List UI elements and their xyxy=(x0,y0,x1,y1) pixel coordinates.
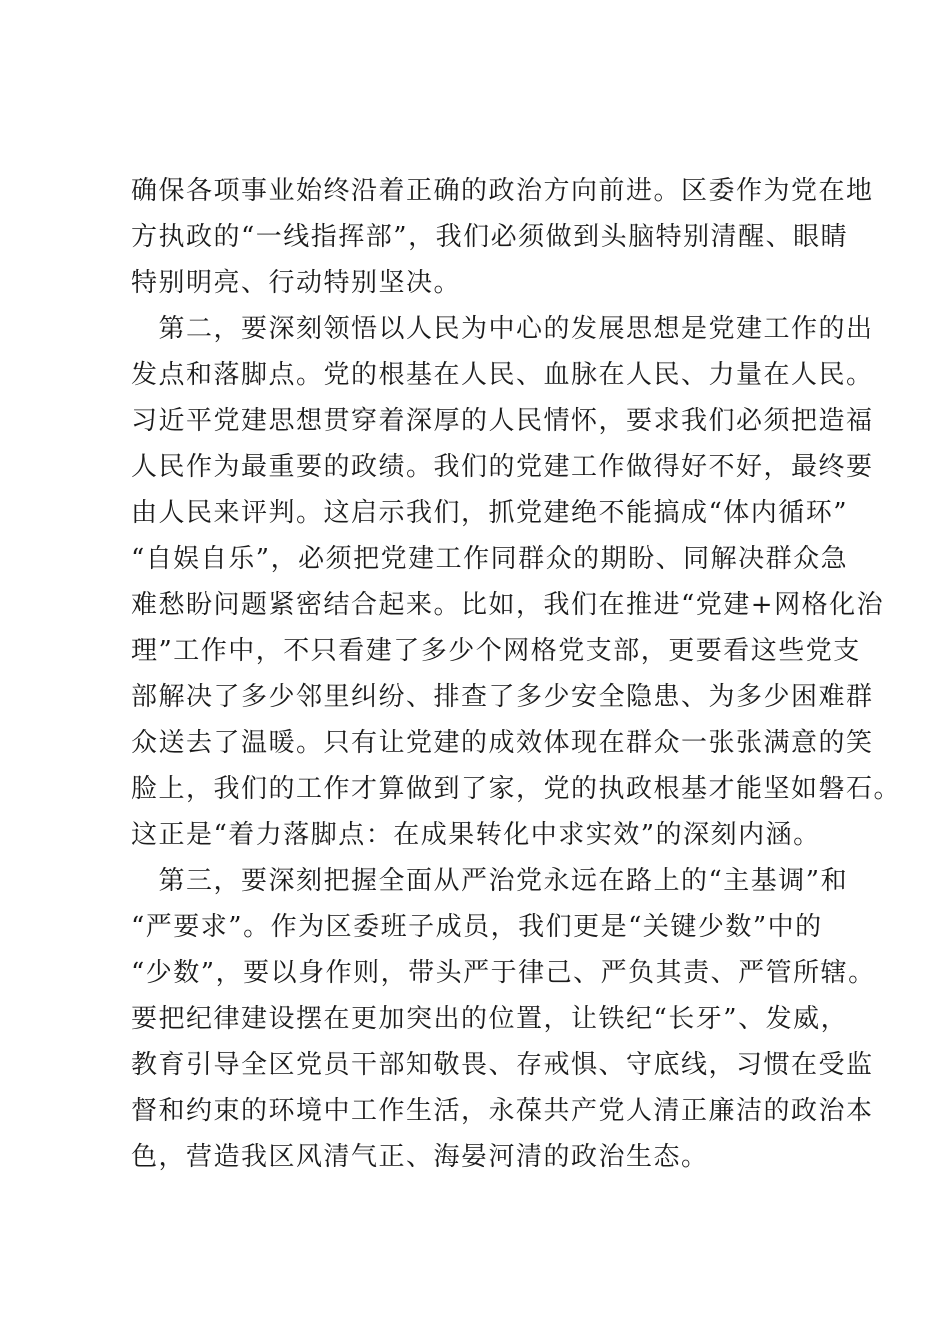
text-line: “严要求”。作为区委班子成员，我们更是“关键少数”中的 xyxy=(131,912,823,942)
document-body xyxy=(131,168,902,1180)
text-line: 要把纪律建设摆在更加突出的位置，让铁纪“长牙”、发威， xyxy=(131,1004,849,1034)
text-line: 脸上，我们的工作才算做到了家，党的执政根基才能坚如磐石。 xyxy=(131,774,902,804)
paragraph-start-line: 第三，要深刻把握全面从严治党永远在路上的“主基调”和 xyxy=(131,866,849,896)
text-line: 由人民来评判。这启示我们，抓党建绝不能搞成“体内循环” xyxy=(131,498,849,528)
text-line: 发点和落脚点。党的根基在人民、血脉在人民、力量在人民。 xyxy=(131,360,874,390)
paragraph-start-line: 第二，要深刻领悟以人民为中心的发展思想是党建工作的出 xyxy=(131,314,874,344)
text-line: “少数”，要以身作则，带头严于律己、严负其责、严管所辖。 xyxy=(131,958,876,988)
text-line: 理”工作中，不只看建了多少个网格党支部，更要看这些党支 xyxy=(131,636,861,666)
text-line: 这正是“着力落脚点：在成果转化中求实效”的深刻内涵。 xyxy=(131,820,821,850)
text-line: 督和约束的环境中工作生活，永葆共产党人清正廉洁的政治本 xyxy=(131,1096,874,1126)
text-line: 部解决了多少邻里纠纷、排查了多少安全隐患、为多少困难群 xyxy=(131,682,874,712)
text-line: 习近平党建思想贯穿着深厚的人民情怀，要求我们必须把造福 xyxy=(131,406,874,436)
text-line: 教育引导全区党员干部知敬畏、存戒惧、守底线，习惯在受监 xyxy=(131,1050,874,1080)
text-line: 众送去了温暖。只有让党建的成效体现在群众一张张满意的笑 xyxy=(131,728,874,758)
text-line: 确保各项事业始终沿着正确的政治方向前进。区委作为党在地 xyxy=(131,176,874,206)
text-line: 难愁盼问题紧密结合起来。比如，我们在推进“党建+网格化治 xyxy=(131,590,885,620)
text-line: 人民作为最重要的政绩。我们的党建工作做得好不好，最终要 xyxy=(131,452,874,482)
text-line: 特别明亮、行动特别坚决。 xyxy=(131,268,462,298)
text-line: “自娱自乐”，必须把党建工作同群众的期盼、同解决群众急 xyxy=(131,544,849,574)
text-line: 色，营造我区风清气正、海晏河清的政治生态。 xyxy=(131,1142,709,1172)
text-line: 方执政的“一线指挥部”，我们必须做到头脑特别清醒、眼睛 xyxy=(131,222,849,252)
